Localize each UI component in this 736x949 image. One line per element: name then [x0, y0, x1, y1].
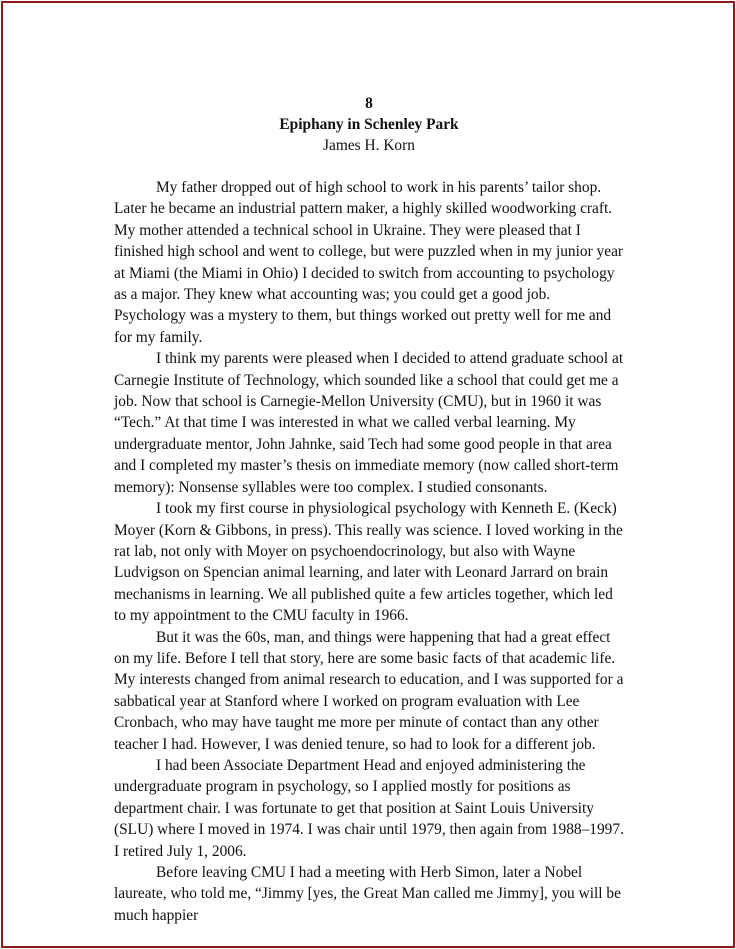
paragraph-6: Before leaving CMU I had a meeting with Herb Simon, later a Nobel laureate, who told me, “Jimmy [yes, the Great Man called me Jimmy], you will be much happier: [114, 864, 621, 924]
chapter-author: James H. Korn: [323, 137, 415, 154]
paragraph-4: But it was the 60s, man, and things were happening that had a great effect on my life. Before I tell that story, here are some basic facts of that academic life. My interests changed from animal research to education, and I was supported for a sabbatical year at Stanford where I worked on program evaluation with Lee Cronbach, who may have taught me more per minute of contact than any other teacher I had. However, I was denied tenure, so had to look for a different job.: [114, 628, 624, 753]
paragraph-5: I had been Associate Department Head and enjoyed administering the undergraduate program in psychology, so I applied mostly for positions as department chair. I was fortunate to get that position at Saint Louis University (SLU) where I moved in 1974. I was chair until 1979, then again from 1988–1997. I retired July 1, 2006.: [114, 756, 624, 860]
paragraph-3: I took my first course in physiological psychology with Kenneth E. (Keck) Moyer (Korn & Gibbons, in press). This really was science. I loved working in the rat lab, not only with Moyer on psychoendocrinology, but also with Wayne Ludvigson on Spencian animal learning, and later with Leonard Jarrard on brain mechanisms in learning. We all published quite a few articles together, which led to my appointment to the CMU faculty in 1966.: [114, 500, 623, 625]
paragraph-1: My father dropped out of high school to work in his parents’ tailor shop. Later he became an industrial pattern maker, a highly skilled woodworking craft. My mother attended a technical school in Ukraine. They were pleased that I finished high school and went to college, but were puzzled when in my junior year at Miami (the Miami in Ohio) I decided to switch from accounting to psychology as a major. They knew what accounting was; you could get a good job. Psychology was a mystery to them, but things worked out pretty well for me and for my family.: [114, 179, 624, 346]
paragraph-2: I think my parents were pleased when I decided to attend graduate school at Carnegie Institute of Technology, which sounded like a school that could get me a job. Now that school is Carnegie-Mellon University (CMU), but in 1960 it was “Tech.” At that time I was interested in what we called verbal learning. My undergraduate mentor, John Jahnke, said Tech had some good people in that area and I completed my master’s thesis on immediate memory (now called short-term memory): Nonsense syllables were too complex. I studied consonants.: [114, 350, 624, 496]
chapter-number: 8: [365, 95, 373, 112]
chapter-title: Epiphany in Schenley Park: [279, 116, 459, 133]
document-body: [114, 93, 624, 926]
